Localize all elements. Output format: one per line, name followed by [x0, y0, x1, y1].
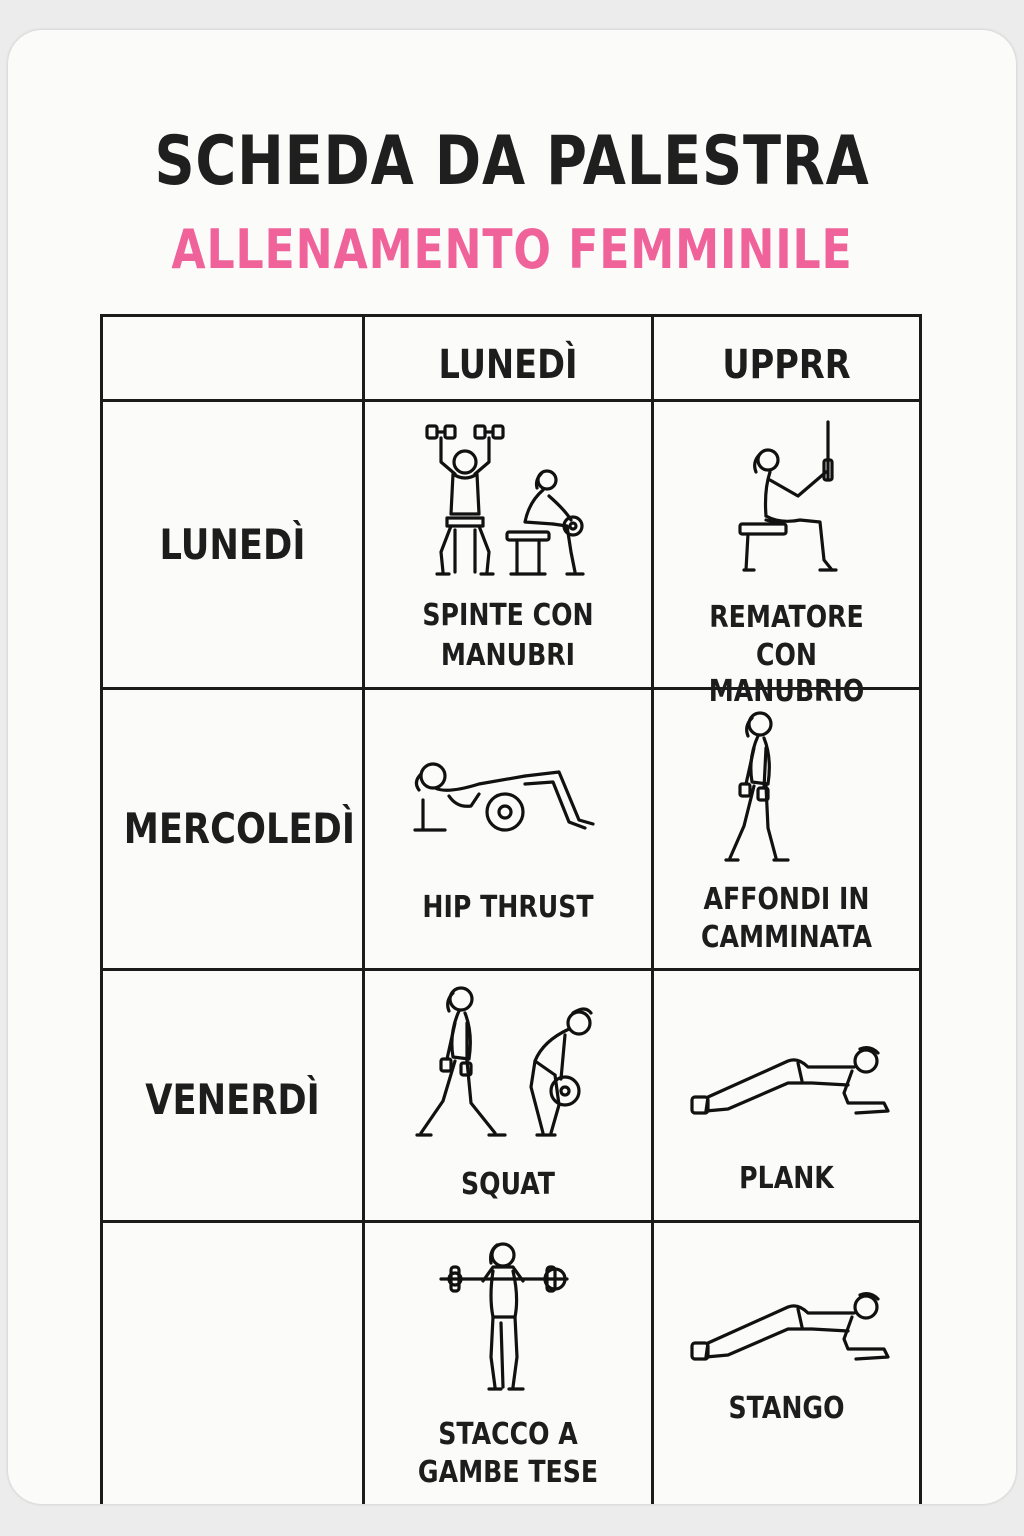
day-label: LUNEDÌ [159, 520, 306, 569]
exercise-label: STANGO [728, 1391, 845, 1426]
day-cell [100, 687, 365, 971]
day-label: VENERDÌ [145, 1075, 320, 1124]
exercise-label: PLANK [739, 1161, 834, 1196]
barbell-squat-icon [439, 1237, 569, 1407]
exercise-label: SQUAT [460, 1167, 556, 1202]
page-subtitle: ALLENAMENTO FEMMINILE [171, 218, 853, 281]
day-label: MERCOLEDÌ [123, 804, 355, 853]
header-cell-lunedi [362, 314, 654, 402]
exercise-label: HIP THRUST [422, 890, 594, 925]
exercise-cell [362, 399, 654, 690]
exercise-label: SPINTE CON [422, 598, 594, 633]
page-title: SCHEDA DA PALESTRA [154, 122, 870, 201]
column-header: LUNEDÌ [438, 342, 578, 388]
hip-thrust-icon [409, 750, 605, 850]
seated-cable-row-icon [740, 420, 850, 590]
header-cell-empty [100, 314, 365, 402]
exercise-cell [651, 968, 922, 1223]
exercise-label: CON MANUBRIO [708, 638, 865, 709]
exercise-cell [362, 968, 654, 1223]
day-cell [100, 1220, 365, 1504]
workout-card [8, 30, 1016, 1504]
lunge-and-deadlift-icon [415, 983, 605, 1153]
exercise-cell [651, 1220, 922, 1504]
column-header: UPPRR [722, 342, 851, 388]
exercise-label: STACCO A [438, 1417, 578, 1452]
dumbbell-press-and-seated-curl-icon [425, 422, 595, 592]
plank-icon [688, 1283, 892, 1373]
exercise-label: CAMMINATA [701, 920, 872, 955]
plank-icon [688, 1037, 892, 1127]
exercise-cell [362, 1220, 654, 1504]
workout-table [100, 314, 922, 1504]
walking-lunge-icon [724, 708, 824, 878]
day-cell [100, 968, 365, 1223]
exercise-label: REMATORE [709, 600, 864, 635]
exercise-cell [362, 687, 654, 971]
header-cell-upprr [651, 314, 922, 402]
day-cell [100, 399, 365, 690]
exercise-label: GAMBE TESE [417, 1455, 599, 1490]
exercise-cell [651, 399, 922, 709]
exercise-cell [651, 687, 922, 971]
exercise-label: MANUBRI [440, 638, 576, 673]
exercise-label: AFFONDI IN [703, 882, 870, 917]
